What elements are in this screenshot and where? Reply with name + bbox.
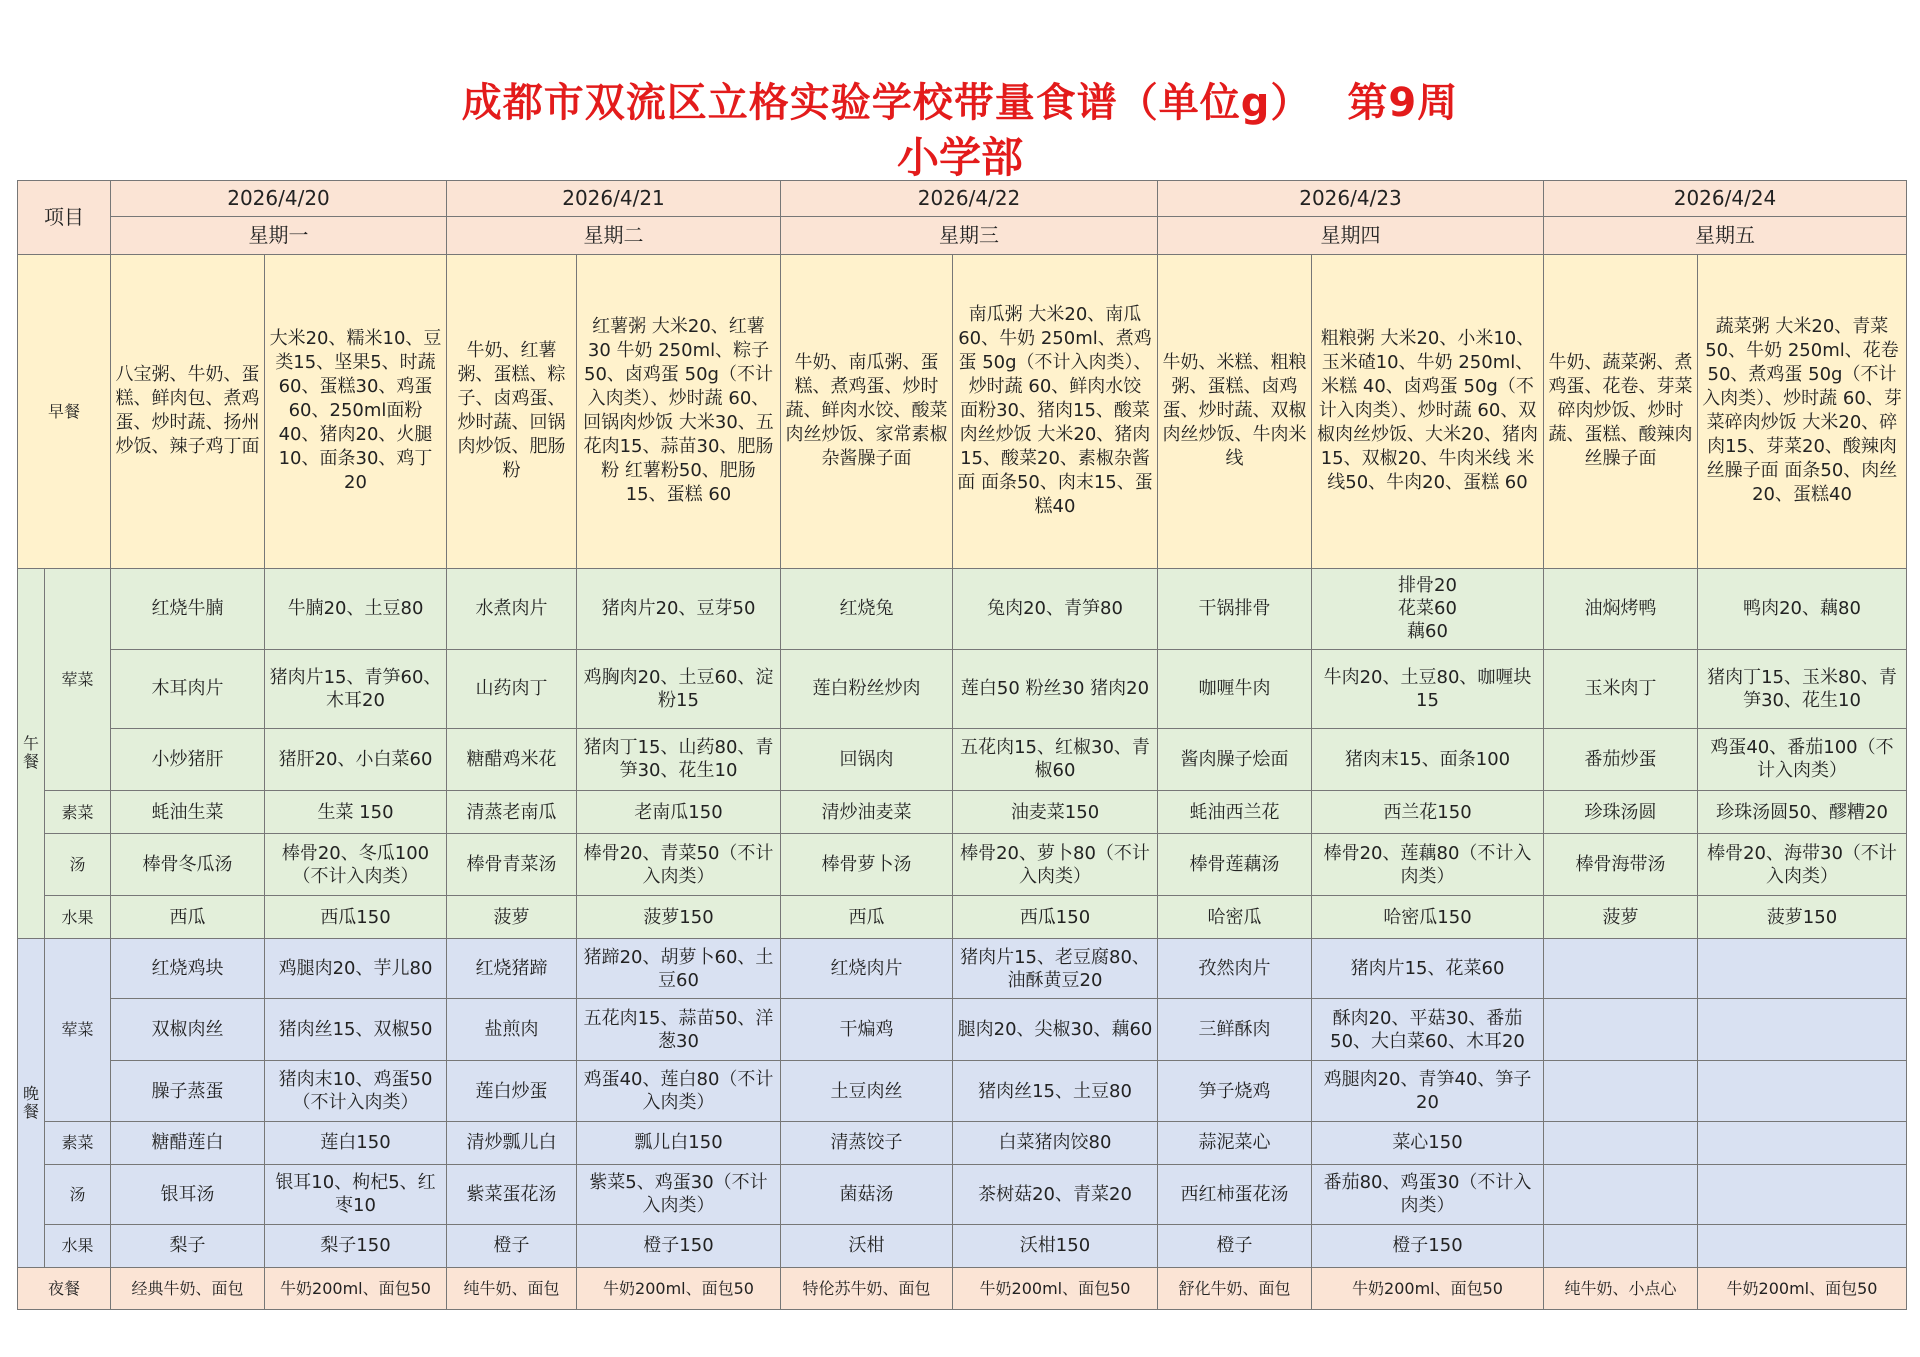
breakfast-dishes: 牛奶、南瓜粥、蛋糕、煮鸡蛋、炒时蔬、鲜肉水饺、酸菜肉丝炒饭、家常素椒杂酱臊子面 <box>781 255 953 569</box>
dish-name: 莲白炒蛋 <box>447 1061 577 1121</box>
dish-ingredients <box>1698 999 1907 1061</box>
dish-name: 菌菇汤 <box>781 1164 953 1224</box>
dish-name: 沃柑 <box>781 1224 953 1267</box>
dish-name: 橙子 <box>1158 1224 1312 1267</box>
date-cell: 2026/4/22 <box>781 181 1158 217</box>
weekday-cell: 星期五 <box>1544 217 1907 255</box>
dish-ingredients: 兔肉20、青笋80 <box>953 568 1158 649</box>
dish-ingredients: 棒骨20、青菜50（不计入肉类） <box>577 834 781 896</box>
lunch-veg-row <box>18 791 1907 834</box>
night-snack-ingredients: 牛奶200ml、面包50 <box>1312 1267 1544 1309</box>
page-subtitle: 小学部 <box>896 133 1023 182</box>
weekday-cell: 星期一 <box>111 217 447 255</box>
night-snack-ingredients: 牛奶200ml、面包50 <box>953 1267 1158 1309</box>
dish-name: 回锅肉 <box>781 728 953 790</box>
night-snack: 纯牛奶、小点心 <box>1544 1267 1698 1309</box>
meat-dish-label: 荤菜 <box>45 568 111 790</box>
dinner-veg-row <box>18 1121 1907 1164</box>
dish-ingredients: 瓢儿白150 <box>577 1121 781 1164</box>
dish-name: 哈密瓜 <box>1158 896 1312 939</box>
breakfast-row <box>18 255 1907 569</box>
breakfast-dishes: 八宝粥、牛奶、蛋糕、鲜肉包、煮鸡蛋、炒时蔬、扬州炒饭、辣子鸡丁面 <box>111 255 265 569</box>
dish-ingredients: 猪肉丝15、土豆80 <box>953 1061 1158 1121</box>
lunch-meat-row <box>18 568 1907 649</box>
dish-ingredients: 珍珠汤圆50、醪糟20 <box>1698 791 1907 834</box>
night-snack-ingredients: 牛奶200ml、面包50 <box>577 1267 781 1309</box>
dish-ingredients: 酥肉20、平菇30、番茄50、大白菜60、木耳20 <box>1312 999 1544 1061</box>
dish-ingredients: 西兰花150 <box>1312 791 1544 834</box>
dish-name: 蚝油西兰花 <box>1158 791 1312 834</box>
dish-name <box>1544 1061 1698 1121</box>
dish-name: 西瓜 <box>781 896 953 939</box>
dish-ingredients: 猪肉片15、老豆腐80、油酥黄豆20 <box>953 939 1158 999</box>
dish-ingredients: 莲白50 粉丝30 猪肉20 <box>953 649 1158 728</box>
dish-ingredients: 西瓜150 <box>265 896 447 939</box>
dish-name: 棒骨冬瓜汤 <box>111 834 265 896</box>
dish-name: 水煮肉片 <box>447 568 577 649</box>
dish-name: 紫菜蛋花汤 <box>447 1164 577 1224</box>
date-cell: 2026/4/20 <box>111 181 447 217</box>
dish-name: 孜然肉片 <box>1158 939 1312 999</box>
dish-name: 小炒猪肝 <box>111 728 265 790</box>
dish-name: 糖醋莲白 <box>111 1121 265 1164</box>
lunch-meat-row <box>18 728 1907 790</box>
dish-name: 玉米肉丁 <box>1544 649 1698 728</box>
dish-ingredients: 猪肉片15、青笋60、木耳20 <box>265 649 447 728</box>
dish-name: 土豆肉丝 <box>781 1061 953 1121</box>
dish-ingredients: 鸡蛋40、番茄100（不计入肉类） <box>1698 728 1907 790</box>
dinner-soup-row <box>18 1164 1907 1224</box>
dish-name: 干锅排骨 <box>1158 568 1312 649</box>
night-snack: 特伦苏牛奶、面包 <box>781 1267 953 1309</box>
dish-name: 西瓜 <box>111 896 265 939</box>
dish-name: 山药肉丁 <box>447 649 577 728</box>
dish-name: 番茄炒蛋 <box>1544 728 1698 790</box>
dinner-label: 晚餐 <box>18 939 45 1268</box>
breakfast-ingredients: 红薯粥 大米20、红薯30 牛奶 250ml、粽子 50、卤鸡蛋 50g（不计入肉类）、炒时蔬 60、回锅肉炒饭 大米30、五花肉15、蒜苗30、肥肠粉 红薯粉50、肥肠15、蛋糕 60 <box>577 255 781 569</box>
dish-ingredients: 紫菜5、鸡蛋30（不计入肉类） <box>577 1164 781 1224</box>
dish-ingredients: 猪肉片15、花菜60 <box>1312 939 1544 999</box>
night-snack-ingredients: 牛奶200ml、面包50 <box>1698 1267 1907 1309</box>
dish-name: 银耳汤 <box>111 1164 265 1224</box>
dish-name: 酱肉臊子烩面 <box>1158 728 1312 790</box>
dish-ingredients: 牛腩20、土豆80 <box>265 568 447 649</box>
dish-ingredients: 菠萝150 <box>577 896 781 939</box>
lunch-meat-row <box>18 649 1907 728</box>
dish-ingredients: 鸭肉20、藕80 <box>1698 568 1907 649</box>
menu-table <box>17 180 1907 1310</box>
dish-ingredients: 橙子150 <box>1312 1224 1544 1267</box>
dish-name: 红烧猪蹄 <box>447 939 577 999</box>
dish-name: 双椒肉丝 <box>111 999 265 1061</box>
dish-ingredients: 菜心150 <box>1312 1121 1544 1164</box>
dish-name: 油焖烤鸭 <box>1544 568 1698 649</box>
dish-name: 棒骨萝卜汤 <box>781 834 953 896</box>
lunch-label: 午餐 <box>18 568 45 939</box>
dish-ingredients: 腿肉20、尖椒30、藕60 <box>953 999 1158 1061</box>
dish-ingredients: 鸡腿肉20、芋儿80 <box>265 939 447 999</box>
dish-name: 笋子烧鸡 <box>1158 1061 1312 1121</box>
dish-name: 清炒瓢儿白 <box>447 1121 577 1164</box>
weekday-cell: 星期二 <box>447 217 781 255</box>
breakfast-label: 早餐 <box>18 255 111 569</box>
dish-name <box>1544 999 1698 1061</box>
dish-name: 臊子蒸蛋 <box>111 1061 265 1121</box>
dinner-meat-row <box>18 1061 1907 1121</box>
dish-name: 棒骨海带汤 <box>1544 834 1698 896</box>
page-title <box>0 78 1920 128</box>
dish-ingredients: 猪肉丁15、山药80、青笋30、花生10 <box>577 728 781 790</box>
dish-ingredients <box>1698 1121 1907 1164</box>
dish-ingredients: 西瓜150 <box>953 896 1158 939</box>
dinner-fruit-row <box>18 1224 1907 1267</box>
dish-name: 蒜泥菜心 <box>1158 1121 1312 1164</box>
dish-ingredients <box>1698 1224 1907 1267</box>
night-snack-ingredients: 牛奶200ml、面包50 <box>265 1267 447 1309</box>
week-label: 第9周 <box>1347 80 1459 126</box>
dish-ingredients: 菠萝150 <box>1698 896 1907 939</box>
dish-name: 莲白粉丝炒肉 <box>781 649 953 728</box>
dish-ingredients <box>1698 1061 1907 1121</box>
soup-label: 汤 <box>45 1164 111 1224</box>
breakfast-dishes: 牛奶、红薯粥、蛋糕、粽子、卤鸡蛋、炒时蔬、回锅肉炒饭、肥肠粉 <box>447 255 577 569</box>
dish-ingredients: 猪肉末15、面条100 <box>1312 728 1544 790</box>
dish-name: 清蒸饺子 <box>781 1121 953 1164</box>
dish-ingredients: 莲白150 <box>265 1121 447 1164</box>
night-snack: 舒化牛奶、面包 <box>1158 1267 1312 1309</box>
meat-dish-label: 荤菜 <box>45 939 111 1121</box>
dish-name: 梨子 <box>111 1224 265 1267</box>
dish-name <box>1544 939 1698 999</box>
dish-name: 西红柿蛋花汤 <box>1158 1164 1312 1224</box>
dish-ingredients: 哈密瓜150 <box>1312 896 1544 939</box>
dish-name: 清蒸老南瓜 <box>447 791 577 834</box>
dish-ingredients: 猪肉片20、豆芽50 <box>577 568 781 649</box>
breakfast-ingredients: 大米20、糯米10、豆类15、坚果5、时蔬60、蛋糕30、鸡蛋60、250ml面粉40、猪肉20、火腿10、面条30、鸡丁20 <box>265 255 447 569</box>
dish-name: 橙子 <box>447 1224 577 1267</box>
dish-ingredients: 番茄80、鸡蛋30（不计入肉类） <box>1312 1164 1544 1224</box>
dish-name: 红烧鸡块 <box>111 939 265 999</box>
dish-ingredients: 猪蹄20、胡萝卜60、土豆60 <box>577 939 781 999</box>
dish-name: 棒骨莲藕汤 <box>1158 834 1312 896</box>
dish-ingredients: 茶树菇20、青菜20 <box>953 1164 1158 1224</box>
dish-ingredients: 棒骨20、萝卜80（不计入肉类） <box>953 834 1158 896</box>
date-cell: 2026/4/23 <box>1158 181 1544 217</box>
veg-dish-label: 素菜 <box>45 791 111 834</box>
header-weekday-row <box>18 217 1907 255</box>
dish-name <box>1544 1224 1698 1267</box>
lunch-soup-row <box>18 834 1907 896</box>
dish-ingredients: 猪肉丁15、玉米80、青笋30、花生10 <box>1698 649 1907 728</box>
dish-name: 红烧牛腩 <box>111 568 265 649</box>
dish-name: 三鲜酥肉 <box>1158 999 1312 1061</box>
dish-name: 菠萝 <box>447 896 577 939</box>
title-text: 成都市双流区立格实验学校带量食谱（单位g） <box>461 80 1312 126</box>
dish-ingredients: 五花肉15、红椒30、青椒60 <box>953 728 1158 790</box>
dish-name <box>1544 1121 1698 1164</box>
dish-ingredients: 白菜猪肉饺80 <box>953 1121 1158 1164</box>
dish-name: 盐煎肉 <box>447 999 577 1061</box>
lunch-fruit-row <box>18 896 1907 939</box>
dish-ingredients: 五花肉15、蒜苗50、洋葱30 <box>577 999 781 1061</box>
weekday-cell: 星期三 <box>781 217 1158 255</box>
fruit-label: 水果 <box>45 1224 111 1267</box>
dish-name: 红烧肉片 <box>781 939 953 999</box>
dish-ingredients: 银耳10、枸杞5、红枣10 <box>265 1164 447 1224</box>
dish-name: 菠萝 <box>1544 896 1698 939</box>
breakfast-ingredients: 南瓜粥 大米20、南瓜60、牛奶 250ml、煮鸡蛋 50g（不计入肉类）、炒时蔬 60、鲜肉水饺 面粉30、猪肉15、酸菜肉丝炒饭 大米20、猪肉15、酸菜20、素椒杂酱面 面条50、肉末15、蛋糕40 <box>953 255 1158 569</box>
dish-name: 木耳肉片 <box>111 649 265 728</box>
dish-name: 糖醋鸡米花 <box>447 728 577 790</box>
dinner-meat-row <box>18 939 1907 999</box>
dish-ingredients: 生菜 150 <box>265 791 447 834</box>
dish-ingredients: 猪肝20、小白菜60 <box>265 728 447 790</box>
breakfast-dishes: 牛奶、米糕、粗粮粥、蛋糕、卤鸡蛋、炒时蔬、双椒肉丝炒饭、牛肉米线 <box>1158 255 1312 569</box>
dish-ingredients: 梨子150 <box>265 1224 447 1267</box>
weekday-cell: 星期四 <box>1158 217 1544 255</box>
dish-ingredients: 沃柑150 <box>953 1224 1158 1267</box>
dish-name <box>1544 1164 1698 1224</box>
veg-dish-label: 素菜 <box>45 1121 111 1164</box>
dish-ingredients: 排骨20 花菜60 藕60 <box>1312 568 1544 649</box>
dish-ingredients: 牛肉20、土豆80、咖喱块15 <box>1312 649 1544 728</box>
dish-name: 珍珠汤圆 <box>1544 791 1698 834</box>
breakfast-ingredients: 粗粮粥 大米20、小米10、玉米碴10、牛奶 250ml、米糕 40、卤鸡蛋 50g（不计入肉类）、炒时蔬 60、双椒肉丝炒饭、大米20、猪肉15、双椒20、牛肉米线 米线50、牛肉20、蛋糕 60 <box>1312 255 1544 569</box>
fruit-label: 水果 <box>45 896 111 939</box>
dish-name: 蚝油生菜 <box>111 791 265 834</box>
night-snack: 经典牛奶、面包 <box>111 1267 265 1309</box>
header-date-row <box>18 181 1907 217</box>
dish-name: 清炒油麦菜 <box>781 791 953 834</box>
dish-name: 咖喱牛肉 <box>1158 649 1312 728</box>
night-snack: 纯牛奶、面包 <box>447 1267 577 1309</box>
dish-ingredients: 棒骨20、冬瓜100（不计入肉类） <box>265 834 447 896</box>
dish-ingredients: 猪肉末10、鸡蛋50（不计入肉类） <box>265 1061 447 1121</box>
breakfast-dishes: 牛奶、蔬菜粥、煮鸡蛋、花卷、芽菜碎肉炒饭、炒时蔬、蛋糕、酸辣肉丝臊子面 <box>1544 255 1698 569</box>
dish-ingredients <box>1698 939 1907 999</box>
dish-name: 干煸鸡 <box>781 999 953 1061</box>
dish-ingredients <box>1698 1164 1907 1224</box>
date-cell: 2026/4/24 <box>1544 181 1907 217</box>
breakfast-ingredients: 蔬菜粥 大米20、青菜50、牛奶 250ml、花卷 50、煮鸡蛋 50g（不计入肉类）、炒时蔬 60、芽菜碎肉炒饭 大米20、碎肉15、芽菜20、酸辣肉丝臊子面 面条50、肉丝20、蛋糕40 <box>1698 255 1907 569</box>
dish-ingredients: 鸡腿肉20、青笋40、笋子20 <box>1312 1061 1544 1121</box>
dish-ingredients: 猪肉丝15、双椒50 <box>265 999 447 1061</box>
dish-ingredients: 鸡胸肉20、土豆60、淀粉15 <box>577 649 781 728</box>
dish-ingredients: 橙子150 <box>577 1224 781 1267</box>
dish-ingredients: 鸡蛋40、莲白80（不计入肉类） <box>577 1061 781 1121</box>
dinner-meat-row <box>18 999 1907 1061</box>
night-label: 夜餐 <box>18 1267 111 1309</box>
dish-ingredients: 油麦菜150 <box>953 791 1158 834</box>
dish-ingredients: 棒骨20、海带30（不计入肉类） <box>1698 834 1907 896</box>
dish-name: 棒骨青菜汤 <box>447 834 577 896</box>
item-header: 项目 <box>18 181 111 255</box>
night-row <box>18 1267 1907 1309</box>
dish-ingredients: 老南瓜150 <box>577 791 781 834</box>
date-cell: 2026/4/21 <box>447 181 781 217</box>
soup-label: 汤 <box>45 834 111 896</box>
menu-body <box>18 181 1907 1310</box>
dish-name: 红烧兔 <box>781 568 953 649</box>
dish-ingredients: 棒骨20、莲藕80（不计入肉类） <box>1312 834 1544 896</box>
